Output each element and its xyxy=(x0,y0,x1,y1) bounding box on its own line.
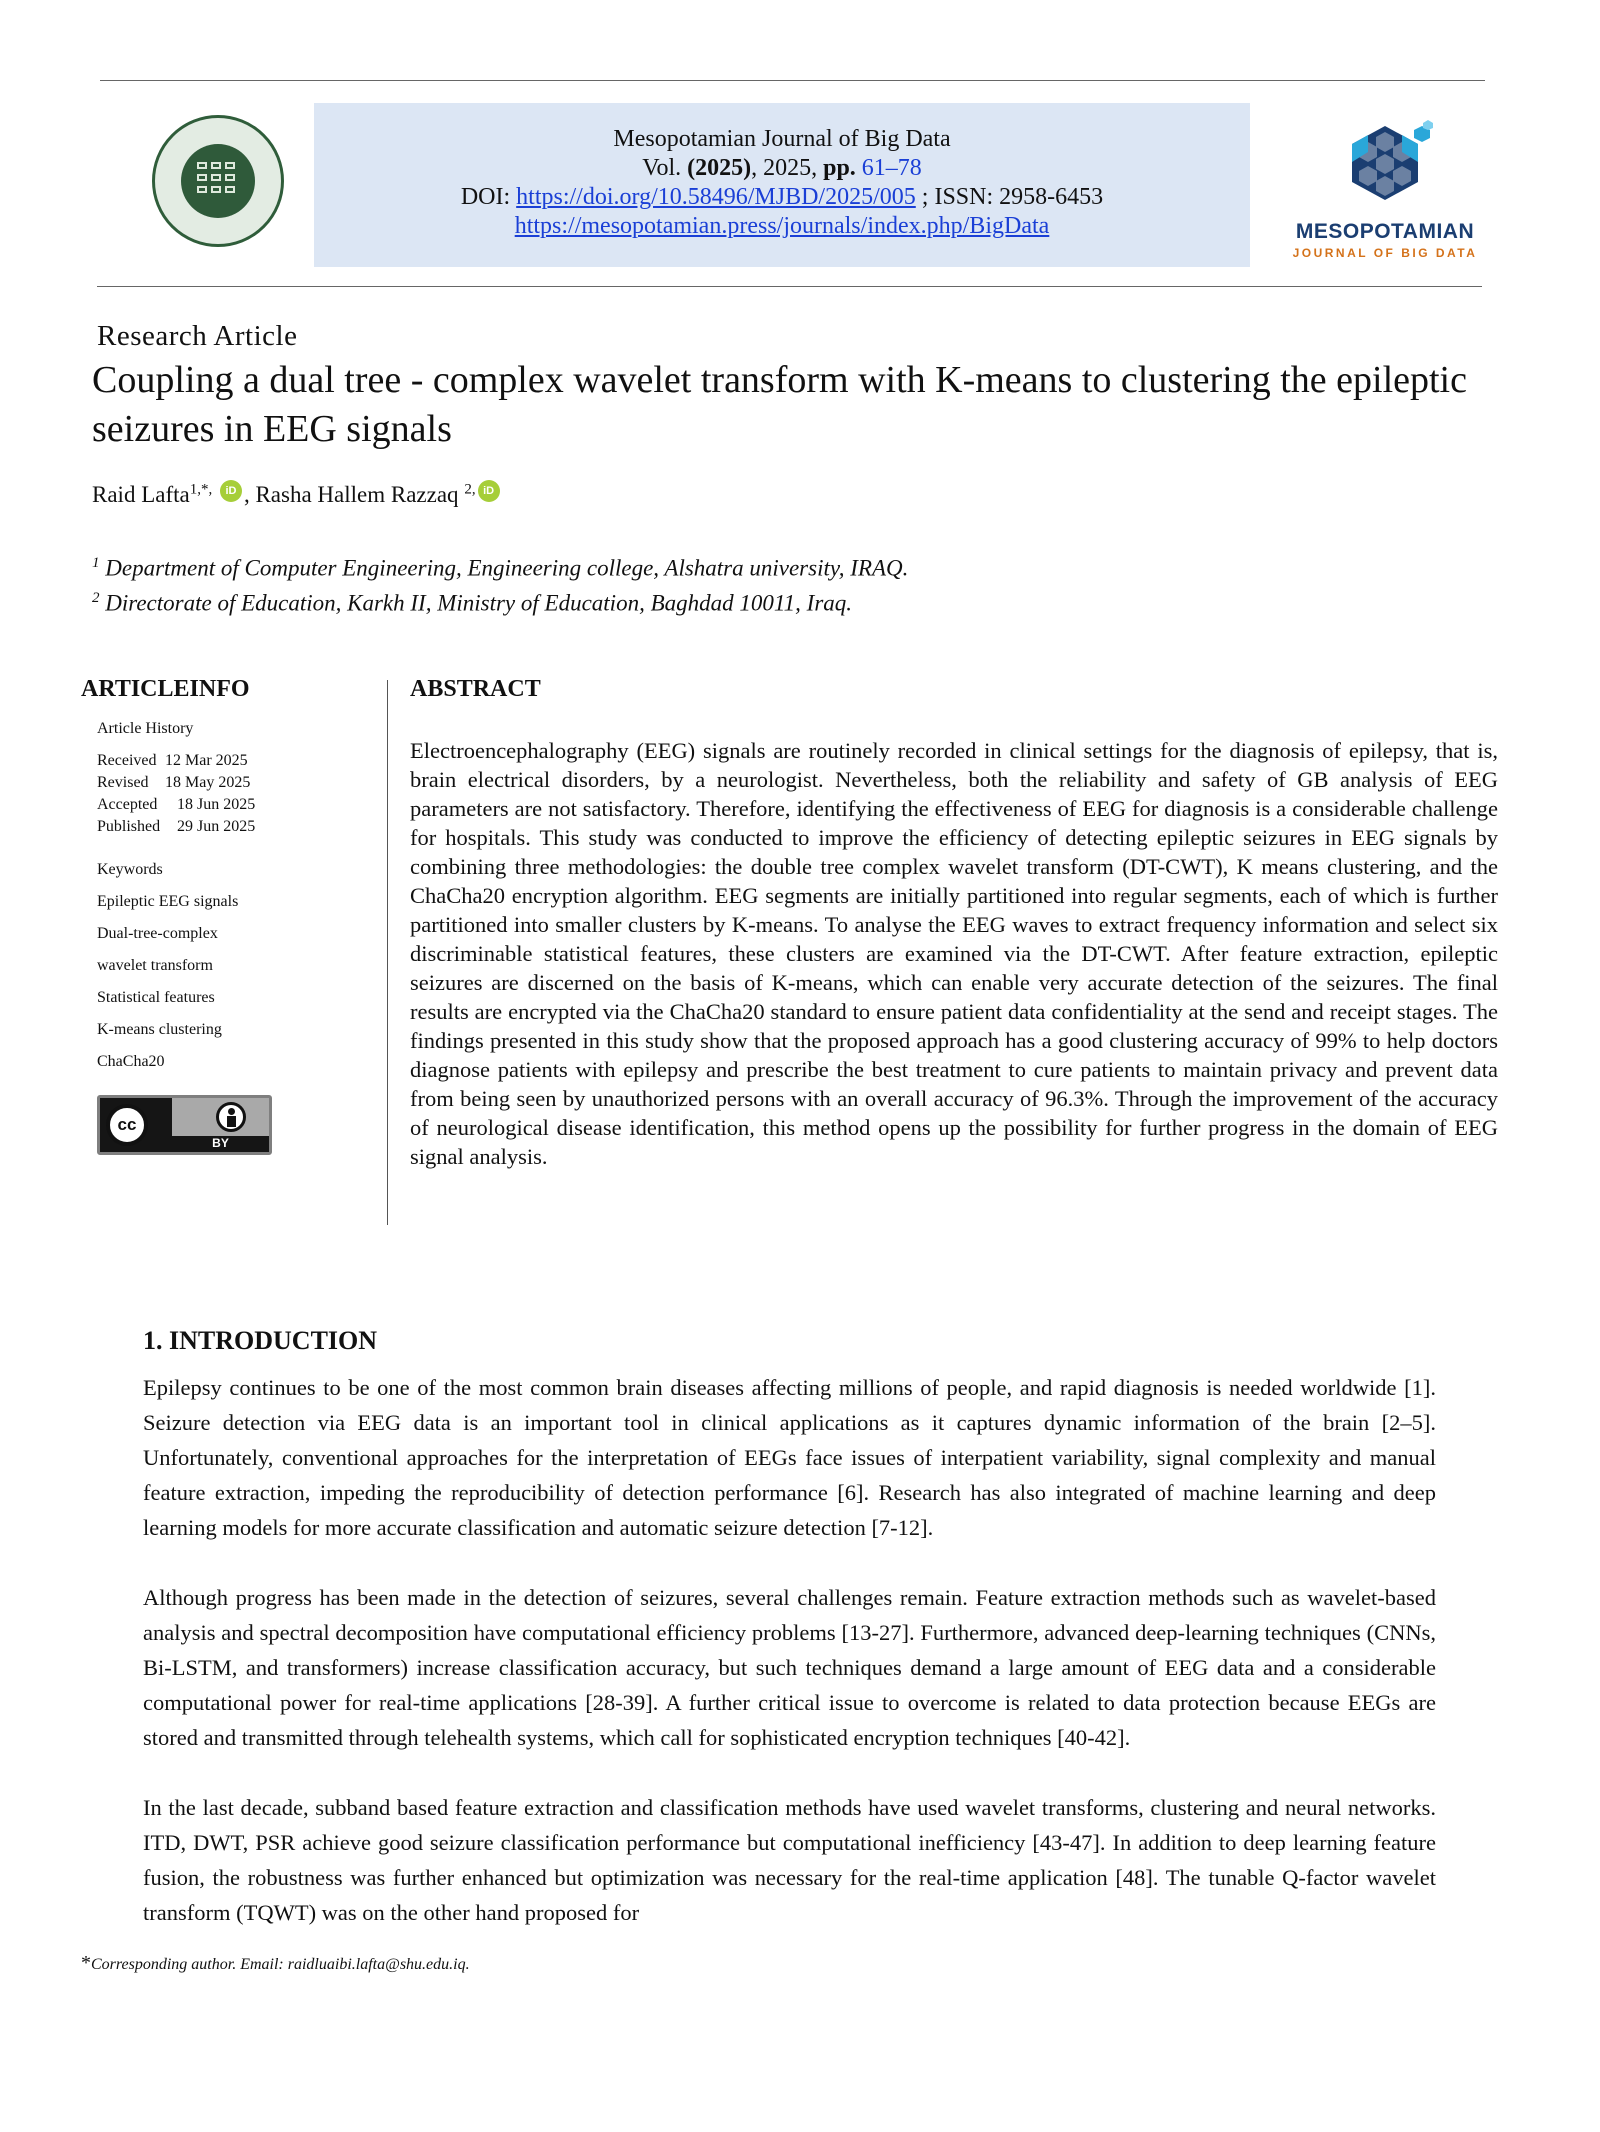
hexagon-sphere-icon xyxy=(1290,118,1480,218)
page-range: 61–78 xyxy=(861,155,922,181)
cc-by-license-badge[interactable] xyxy=(97,1095,272,1155)
attribution-icon xyxy=(216,1102,246,1132)
journal-name: Mesopotamian Journal of Big Data xyxy=(613,126,951,152)
logo-subtitle: JOURNAL OF BIG DATA xyxy=(1292,246,1478,260)
article-type: Research Article xyxy=(97,320,298,352)
keyword-item: ChaCha20 xyxy=(97,1053,165,1070)
academic-press-seal xyxy=(152,115,284,247)
doi-line: DOI: https://doi.org/10.58496/MJBD/2025/005 ; ISSN: 2958-6453 xyxy=(460,184,1104,210)
header-bottom-rule xyxy=(97,286,1482,287)
keyword-item: K-means clustering xyxy=(97,1021,222,1038)
article-info-heading: ARTICLEINFO xyxy=(81,676,250,702)
abstract-text: Electroencephalography (EEG) signals are routinely recorded in clinical settings for the diagnosis of epilepsy, that is, brain electrical disorders, by a neurologist. Nevertheless, both the reliability and safety of GB analysis of EEG parameters are not satisfactory. Therefore, identifying the effectiveness of EEG for diagnosis is a considerable challenge for hospitals. This study was conducted to improve the efficiency of detecting epileptic seizures in EEG signals by combining three methodologies: the double tree complex wavelet transform (DT-CWT), K means clustering, and the ChaCha20 encryption algorithm. EEG segments are initially partitioned into regular segments, each of which is further partitioned into smaller clusters by K-means. To analyse the EEG waves to extract frequency information and select six discriminable statistical features, these clusters are examined via the DT-CWT. After feature extraction, epileptic seizures are discerned on the basis of K-means, which can enable very accurate detection of the seizures. The final results are encrypted via the ChaCha20 standard to ensure patient data confidentiality at the send and receipt stages. The findings presented in this study show that the proposed approach has a good clustering accuracy of 99% to help doctors diagnose patients with epilepsy and prescribe the best treatment to cure patients to maintain privacy and prevent data from being seen by unauthorized persons with an overall accuracy of 96.3%. Through the improvement of the accuracy of neurological disease identification, this method opens up the possibility for further progress in the domain of EEG signal analysis. xyxy=(410,738,1498,1169)
history-revised: Revised 18 May 2025 xyxy=(97,774,251,791)
journal-url-link[interactable]: https://mesopotamian.press/journals/index.php/BigData xyxy=(514,213,1050,239)
intro-paragraph-3: In the last decade, subband based feature extraction and classification methods have used wavelet transforms, clustering and neural networks. ITD, DWT, PSR achieve good seizure classification performance but computational inefficiency [43-47]. In addition to deep learning feature fusion, the robustness was further enhanced but optimization was necessary for the real-time application [48]. The tunable Q-factor wavelet transform (TQWT) was on the other hand proposed for xyxy=(143,1795,1436,1925)
history-received: Received 12 Mar 2025 xyxy=(97,752,248,769)
history-accepted: Accepted 18 Jun 2025 xyxy=(97,796,256,813)
issn: ; ISSN: 2958-6453 xyxy=(921,184,1104,210)
author-2: , Rasha Hallem Razzaq xyxy=(243,482,459,507)
journal-logo xyxy=(1290,118,1480,268)
author-line: Raid Lafta$^{1,*,}$ iD , Rasha Hallem Razzaq $^{2,}$ iD xyxy=(92,480,502,508)
keywords-label: Keywords xyxy=(97,861,163,878)
by-label: BY xyxy=(212,1136,229,1150)
affiliation-2: $^2$ Directorate of Education, Karkh II, Ministry of Education, Baghdad 10011, Iraq. xyxy=(92,590,853,616)
column-divider xyxy=(387,680,388,1225)
top-rule xyxy=(100,80,1485,81)
abstract-heading: ABSTRACT xyxy=(410,676,541,702)
seal-emblem xyxy=(181,144,255,218)
introduction-heading: 1. INTRODUCTION xyxy=(143,1326,378,1355)
author-1: Raid Lafta xyxy=(92,482,190,507)
keyword-item: Statistical features xyxy=(97,989,215,1006)
orcid-icon[interactable]: iD xyxy=(220,480,242,502)
logo-name: MESOPOTAMIAN xyxy=(1295,220,1475,243)
journal-header-box xyxy=(314,103,1250,267)
history-published: Published 29 Jun 2025 xyxy=(97,818,256,835)
article-title: Coupling a dual tree - complex wavelet transform with K-means to clustering the epileptic seizures in EEG signals xyxy=(92,359,1467,450)
keyword-item: Dual-tree-complex xyxy=(97,925,218,942)
volume-line: Vol. (2025), 2025, pp. 61–78 xyxy=(642,155,922,181)
affiliation-1: $^1$ Department of Computer Engineering, Engineering college, Alshatra university, IRAQ. xyxy=(92,555,909,581)
doi-link[interactable]: https://doi.org/10.58496/MJBD/2025/005 xyxy=(516,184,916,210)
keyword-item: Epileptic EEG signals xyxy=(97,893,239,910)
orcid-icon[interactable]: iD xyxy=(478,480,500,502)
cc-icon: cc xyxy=(106,1104,148,1146)
corresponding-author-footnote: *Corresponding author. Email: raidluaibi.lafta@shu.edu.iq. xyxy=(81,1952,470,1974)
article-history-label: Article History xyxy=(97,720,194,737)
intro-paragraph-1: Epilepsy continues to be one of the most common brain diseases affecting millions of people, and rapid diagnosis is needed worldwide [1]. Seizure detection via EEG data is an important tool in clinical applications as it captures dynamic information of the brain [2–5]. Unfortunately, conventional approaches for the interpretation of EEGs face issues of interpatient variability, signal complexity and manual feature extraction, impeding the reproducibility of detection performance [6]. Research has also integrated of machine learning and deep learning models for more accurate classification and automatic seizure detection [7-12]. xyxy=(143,1375,1436,1540)
intro-paragraph-2: Although progress has been made in the detection of seizures, several challenges remain. Feature extraction methods such as wavelet-based analysis and spectral decomposition have computational efficiency problems [13-27]. Furthermore, advanced deep-learning techniques (CNNs, Bi-LSTM, and transformers) increase classification accuracy, but such techniques demand a large amount of EEG data and a considerable computational power for real-time applications [28-39]. A further critical issue to overcome is related to data protection because EEGs are stored and transmitted through telehealth systems, which call for sophisticated encryption techniques [40-42]. xyxy=(143,1585,1436,1750)
keyword-item: wavelet transform xyxy=(97,957,213,974)
